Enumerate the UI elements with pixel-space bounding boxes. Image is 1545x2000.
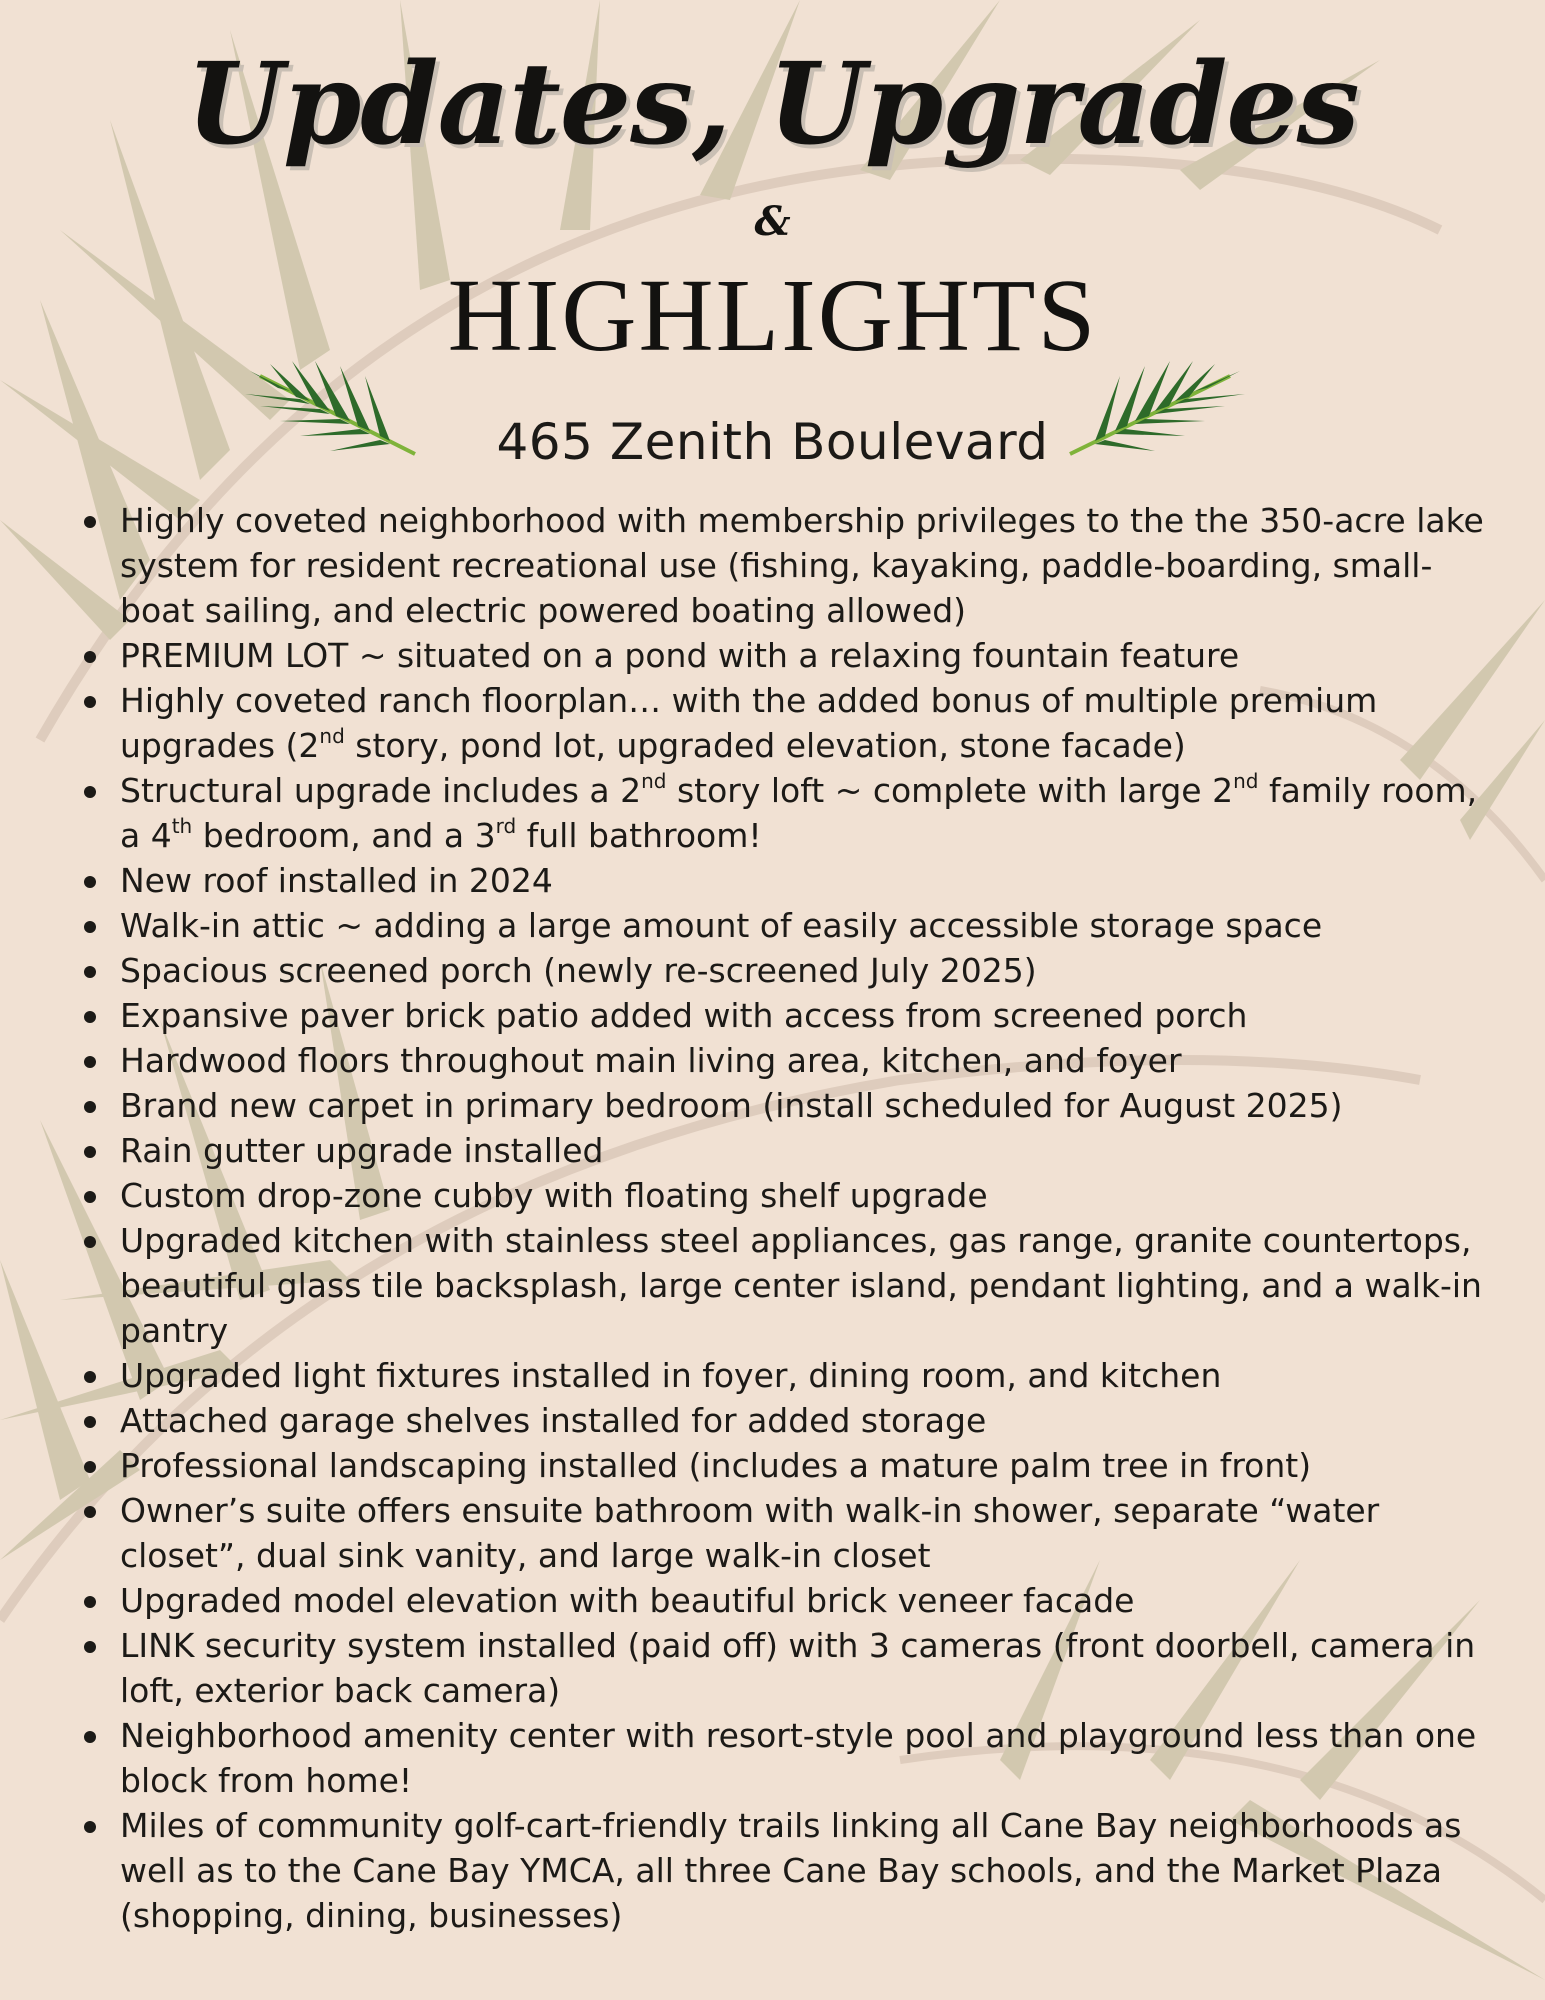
- script-title: Updates, Upgrades: [186, 39, 1359, 170]
- feature-text: Owner’s suite offers ensuite bathroom with walk-in shower, separate “water closet”, dual sink vanity, and large walk-in closet: [120, 1491, 1380, 1575]
- feature-item: [80, 993, 1490, 1038]
- palm-leaf-right-icon: [1060, 356, 1250, 456]
- feature-superscript: nd: [1233, 769, 1259, 793]
- bullet-icon: [84, 516, 96, 528]
- bullet-icon: [84, 1101, 96, 1113]
- bullet-icon: [84, 966, 96, 978]
- feature-item: [80, 1038, 1490, 1083]
- feature-item: [80, 1173, 1490, 1218]
- feature-item: [80, 1083, 1490, 1128]
- feature-item: [80, 858, 1490, 903]
- bullet-icon: [84, 1416, 96, 1428]
- feature-text: PREMIUM LOT ~ situated on a pond with a relaxing fountain feature: [120, 636, 1240, 675]
- bullet-icon: [84, 1641, 96, 1653]
- bullet-icon: [84, 1461, 96, 1473]
- bullet-icon: [84, 1506, 96, 1518]
- feature-item: [80, 1488, 1490, 1578]
- feature-superscript: nd: [641, 769, 667, 793]
- bullet-icon: [84, 1146, 96, 1158]
- page-title: HIGHLIGHTS: [447, 258, 1098, 373]
- feature-text: Spacious screened porch (newly re-screened July 2025): [120, 951, 1037, 990]
- feature-text: Expansive paver brick patio added with access from screened porch: [120, 996, 1248, 1035]
- feature-item: [80, 1398, 1490, 1443]
- bullet-icon: [84, 696, 96, 708]
- feature-text: Structural upgrade includes a 2: [120, 771, 642, 810]
- bullet-icon: [84, 1191, 96, 1203]
- bullet-icon: [84, 1731, 96, 1743]
- feature-text: Attached garage shelves installed for added storage: [120, 1401, 987, 1440]
- bullet-icon: [84, 1011, 96, 1023]
- bullet-icon: [84, 1596, 96, 1608]
- feature-item: [80, 1443, 1490, 1488]
- feature-text: Brand new carpet in primary bedroom (install scheduled for August 2025): [120, 1086, 1343, 1125]
- feature-text: New roof installed in 2024: [120, 861, 553, 900]
- feature-text: bedroom, and a 3: [192, 816, 496, 855]
- bullet-icon: [84, 921, 96, 933]
- bullet-icon: [84, 1821, 96, 1833]
- ampersand: &: [754, 198, 791, 245]
- bullet-icon: [84, 876, 96, 888]
- feature-item: [80, 1218, 1490, 1353]
- bullet-icon: [84, 1371, 96, 1383]
- feature-item: [80, 1623, 1490, 1713]
- feature-text: Highly coveted neighborhood with membership privileges to the the 350-acre lake system for resident recreational use (fishing, kayaking, paddle-boarding, small-boat sailing, and electric powered boating allowed): [120, 501, 1484, 630]
- feature-item: [80, 678, 1490, 768]
- feature-text: Custom drop-zone cubby with floating shelf upgrade: [120, 1176, 988, 1215]
- feature-superscript: nd: [319, 724, 345, 748]
- feature-text: Miles of community golf-cart-friendly trails linking all Cane Bay neighborhoods as well as to the Cane Bay YMCA, all three Cane Bay schools, and the Market Plaza (shopping, dining, businesses): [120, 1806, 1462, 1935]
- property-address: 465 Zenith Boulevard: [496, 413, 1049, 471]
- feature-text: Upgraded light fixtures installed in foyer, dining room, and kitchen: [120, 1356, 1222, 1395]
- feature-item: [80, 1713, 1490, 1803]
- feature-text: Hardwood floors throughout main living area, kitchen, and foyer: [120, 1041, 1182, 1080]
- bullet-icon: [84, 651, 96, 663]
- bullet-icon: [84, 1056, 96, 1068]
- feature-text: Walk-in attic ~ adding a large amount of easily accessible storage space: [120, 906, 1323, 945]
- feature-item: [80, 1803, 1490, 1938]
- feature-item: [80, 498, 1490, 633]
- feature-text: Highly coveted ranch floorplan… with the added bonus of multiple premium upgrades (2: [120, 681, 1378, 765]
- feature-item: [80, 948, 1490, 993]
- feature-item: [80, 1578, 1490, 1623]
- feature-text: Upgraded model elevation with beautiful brick veneer facade: [120, 1581, 1135, 1620]
- bullet-icon: [84, 1236, 96, 1248]
- feature-item: [80, 768, 1490, 858]
- feature-item: [80, 903, 1490, 948]
- feature-text: Professional landscaping installed (includes a mature palm tree in front): [120, 1446, 1312, 1485]
- feature-item: [80, 633, 1490, 678]
- feature-text: story, pond lot, upgraded elevation, stone facade): [344, 726, 1186, 765]
- feature-superscript: th: [171, 814, 193, 838]
- feature-text: story loft ~ complete with large 2: [666, 771, 1234, 810]
- feature-text: Upgraded kitchen with stainless steel appliances, gas range, granite countertops, beautiful glass tile backsplash, large center island, pendant lighting, and a walk-in pantry: [120, 1221, 1482, 1350]
- feature-text: full bathroom!: [516, 816, 762, 855]
- feature-text: LINK security system installed (paid off) with 3 cameras (front doorbell, camera in loft, exterior back camera): [120, 1626, 1476, 1710]
- feature-item: [80, 1128, 1490, 1173]
- feature-text: family room, a 4: [120, 771, 1478, 855]
- feature-text: Rain gutter upgrade installed: [120, 1131, 604, 1170]
- feature-text: Neighborhood amenity center with resort-style pool and playground less than one block from home!: [120, 1716, 1477, 1800]
- feature-item: [80, 1353, 1490, 1398]
- bullet-icon: [84, 786, 96, 798]
- features-list: [80, 498, 1490, 1938]
- feature-superscript: rd: [495, 814, 517, 838]
